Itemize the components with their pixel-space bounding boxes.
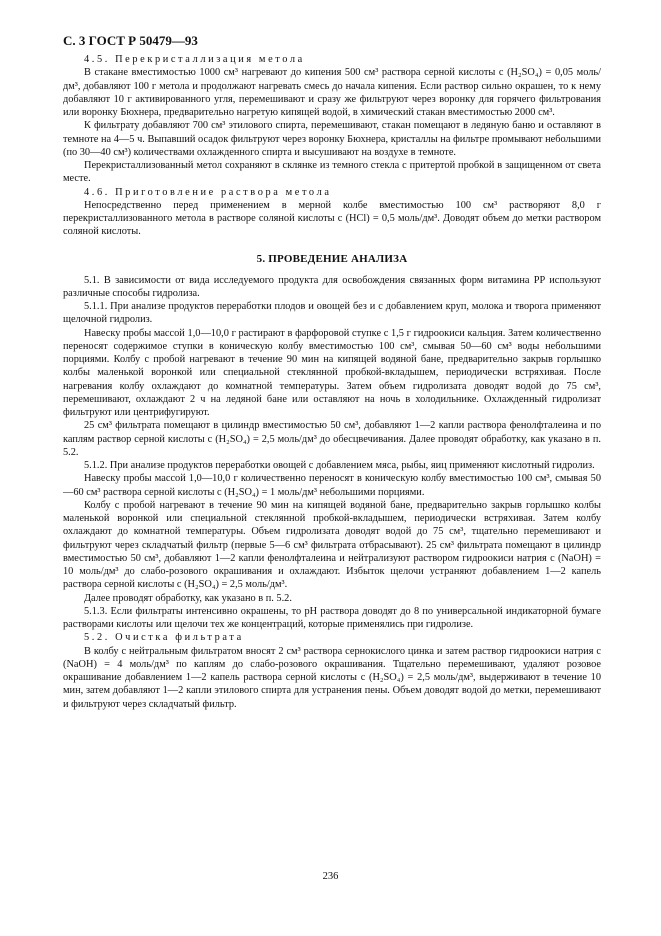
paragraph-4-5-b: К фильтрату добавляют 700 см³ этилового спирта, перемешивают, стакан помещают в ледяную баню и оставляют в темноте на 4—5 ч. Выпавший осадок фильтруют через воронку Бюхнера, кристаллы на фильтре промывают небольшими (по 30—40 см³) количествами охлажденного спирта и высушивают на воздухе в темноте. <box>63 120 601 158</box>
paragraph-5-1-3: 5.1.3. Если фильтраты интенсивно окрашены, то pH раствора доводят до 8 по универсальной индикаторной бумаге растворами кислоты или щелочи тех же концентраций, которые применялись при гидролизе. <box>63 605 601 630</box>
paragraph-4-6-a: Непосредственно перед применением в мерной колбе вместимостью 100 см³ растворяют 8,0 г перекристаллизованного метола в растворе соляной кислоты c (HCl) = 0,5 моль/дм³. Доводят объем до метки раствором соляной кислоты. <box>63 199 601 238</box>
paragraph-4-5-a: В стакане вместимостью 1000 см³ нагревают до кипения 500 см³ раствора серной кислоты c (H₂SO₄) = 0,05 моль/дм³, добавляют 100 г метола и продолжают нагревать смесь до начала кипения. Если раствор сильно окрашен, то к нему добавляют 10 г активированного угля, перемешивают и сразу же фильтруют через воронку для горячего фильтрования или воронку Бюхнера, предварительно нагретую кипящей водой, в химический стакан вместимостью 2000 см³. <box>63 67 601 118</box>
paragraph-5-1: 5.1. В зависимости от вида исследуемого продукта для освобождения связанных форм витамина PP используют различные способы гидролиза. <box>63 274 601 299</box>
paragraph-5-1-1-b: 25 см³ фильтрата помещают в цилиндр вместимостью 50 см³, добавляют 1—2 капли раствора фенолфталеина и по каплям раствор серной кислоты c (H₂SO₄) = 2,5 моль/дм³ до обесцвечивания. Далее проводят обработку, как указано в п. 5.2. <box>63 420 601 458</box>
paragraph-5-1-2-c: Далее проводят обработку, как указано в п. 5.2. <box>84 592 292 604</box>
heading-5-2: 5.2. Очистка фильтрата <box>84 632 244 644</box>
heading-4-6: 4.6. Приготовление раствора метола <box>84 186 332 198</box>
paragraph-5-1-2-b: Колбу с пробой нагревают в течение 90 мин на кипящей водяной бане, предварительно закрыв горлышко колбы маленькой воронкой или специальной стеклянной пробкой-вкладышем, периодически встряхивая. Затем колбу охлаждают до комнатной температуры. Объем гидролизата доводят водой до 75 см³, тщательно перемешивают и фильтруют через складчатый фильтр (первые 5—6 см³ фильтрата отбрасывают). 25 см³ фильтрата помещают в цилиндр вместимостью 50 см³, добавляют 1—2 капли фенолфталеина и нейтрализуют раствором гидроокиси натрия c (NaOH) = 10 моль/дм³ до слабо-розового окрашивания и охлаждают. Избыток щелочи устраняют добавлением 1—2 капель раствора серной кислоты c (H₂SO₄) = 2,5 моль/дм³. <box>63 499 601 591</box>
paragraph-5-1-1-a: Навеску пробы массой 1,0—10,0 г растирают в фарфоровой ступке с 1,5 г гидроокиси кальция. Затем количественно переносят содержимое ступки в коническую колбу вместимостью 100 см³, смывая 50—60 см³ воды небольшими порциями. Колбу с пробой нагревают в течение 90 мин на кипящей водяной бане, предварительно закрыв горлышко колбы маленькой воронкой или специальной стеклянной пробкой-вкладышем, периодически встряхивая. После нагревания колбу охлаждают до комнатной температуры. Затем объем гидролизата доводят водой до 75 см³, перемешивают, охлаждают 2 ч на ледяной бане или оставляют на ночь в холодильнике. Охлажденный гидролизат фильтруют или центрифугируют. <box>63 327 601 418</box>
paragraph-5-1-2-a: Навеску пробы массой 1,0—10,0 г количественно переносят в коническую колбу вместимостью 100 см³, смывая 50—60 см³ раствора серной кислоты c (H₂SO₄) = 1 моль/дм³ небольшими порциями. <box>63 473 601 498</box>
paragraph-4-5-c: Перекристаллизованный метол сохраняют в склянке из темного стекла с притертой пробкой в защищенном от света месте. <box>63 160 601 185</box>
document-page <box>63 33 601 711</box>
paragraph-5-1-1: 5.1.1. При анализе продуктов переработки плодов и овощей без и с добавлением круп, молока и творога применяют щелочной гидролиз. <box>63 301 601 326</box>
paragraph-5-1-2: 5.1.2. При анализе продуктов переработки овощей с добавлением мяса, рыбы, яиц применяют кислотный гидролиз. <box>84 460 595 471</box>
page-number: 236 <box>322 871 339 882</box>
heading-4-5: 4.5. Перекристаллизация метола <box>84 54 305 65</box>
page-header: С. 3 ГОСТ Р 50479—93 <box>63 33 198 48</box>
section-title: 5. ПРОВЕДЕНИЕ АНАЛИЗА <box>256 252 408 265</box>
paragraph-5-2-a: В колбу с нейтральным фильтратом вносят 2 см³ раствора сернокислого цинка и затем раствор гидроокиси натрия c (NaOH) = 4 моль/дм³ по каплям до слабо-розового окрашивания. Тщательно перемешивают, удаляют розовое окрашивание добавлением 1—2 капель раствора серной кислоты c (H₂SO₄) = 2,5 моль/дм³, выдерживают в течение 10 мин, затем добавляют 1—2 капли этилового спирта для устранения пены. Объем доводят водой до метки, перемешивают и фильтруют через складчатый фильтр. <box>63 645 601 710</box>
